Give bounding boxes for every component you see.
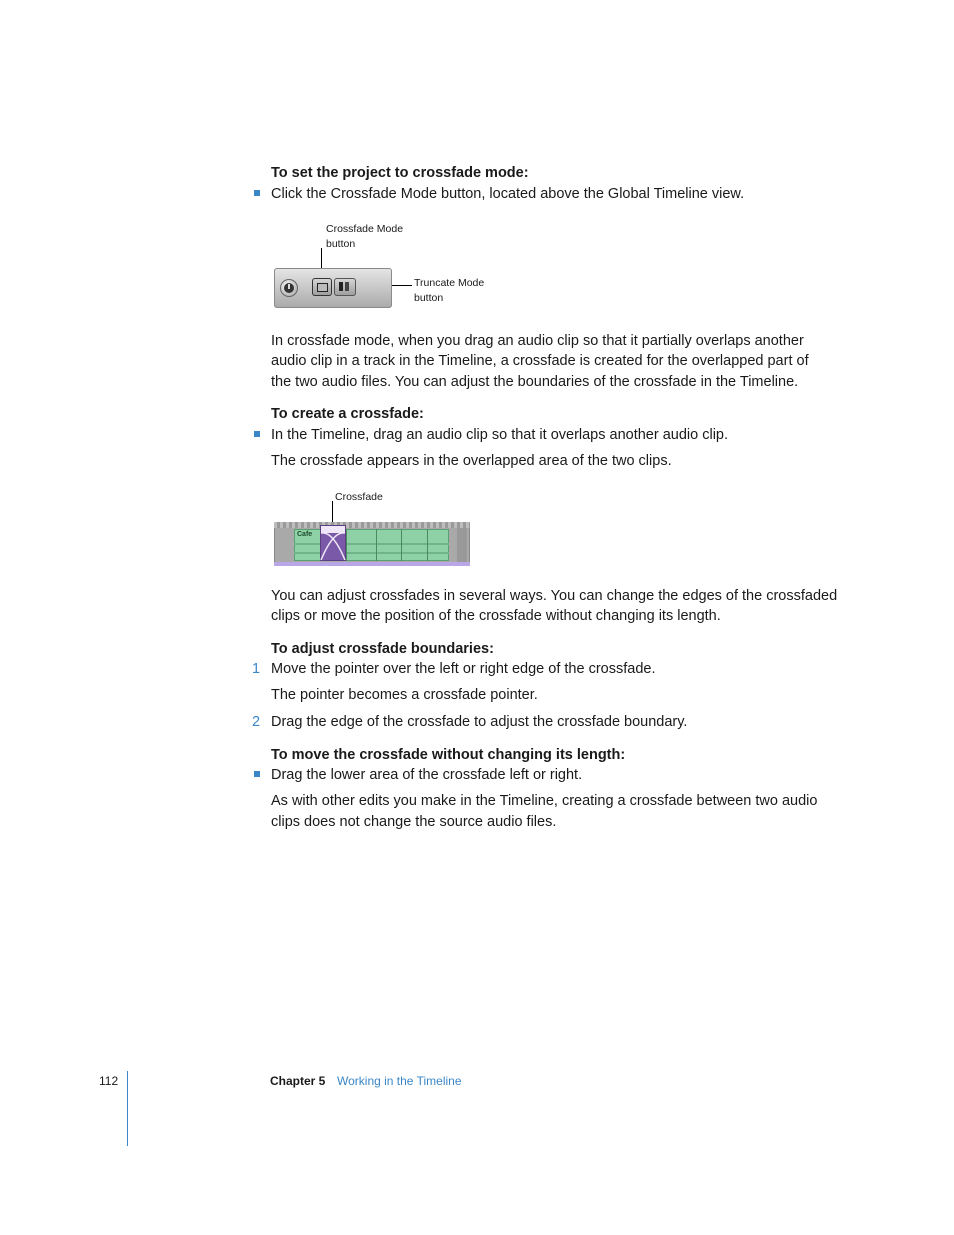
heading-crossfade-mode: To set the project to crossfade mode: (271, 165, 529, 181)
page-number: 112 (99, 1074, 119, 1088)
clock-icon[interactable] (280, 279, 298, 297)
truncate-mode-button[interactable] (334, 278, 356, 296)
figure-crossfade-timeline (272, 489, 472, 569)
timeline-track (274, 522, 470, 566)
chapter-label: Chapter 5 (270, 1074, 326, 1088)
toolbar-strip (274, 268, 392, 308)
paragraph-line: You can adjust crossfades in several ways. You can change the edges of the crossfaded (271, 588, 838, 604)
step-text: Move the pointer over the left or right edge of the crossfade. (271, 661, 656, 677)
audio-clip[interactable] (294, 529, 449, 561)
figure-crossfade-mode-button (272, 222, 502, 314)
step-number: 1 (252, 661, 261, 677)
paragraph-line: audio clip in a track in the Timeline, a crossfade is created for the overlapped part of (271, 353, 809, 369)
step-text: Drag the edge of the crossfade to adjust the crossfade boundary. (271, 714, 688, 730)
crossfade-icon (320, 525, 346, 561)
crossfade-mode-button[interactable] (312, 278, 332, 296)
note-text: As with other edits you make in the Timeline, creating a crossfade between two audio (271, 793, 818, 809)
paragraph-line: In crossfade mode, when you drag an audio clip so that it partially overlaps another (271, 333, 804, 349)
heading-adjust-boundaries: To adjust crossfade boundaries: (271, 641, 494, 657)
chapter-title-link[interactable]: Working in the Timeline (337, 1074, 462, 1088)
crossfade-mode-icon (317, 283, 328, 292)
callout-truncate-mode-line2: button (414, 292, 444, 304)
bullet-text: In the Timeline, drag an audio clip so that it overlaps another audio clip. (271, 427, 729, 443)
heading-move-crossfade: To move the crossfade without changing its length: (271, 747, 626, 763)
footer-rule (127, 1071, 128, 1146)
paragraph-line: the two audio files. You can adjust the boundaries of the crossfade in the Timeline. (271, 374, 799, 390)
bullet-text: Click the Crossfade Mode button, located above the Global Timeline view. (271, 186, 745, 202)
note-text: The pointer becomes a crossfade pointer. (271, 687, 538, 703)
note-text: The crossfade appears in the overlapped area of the two clips. (271, 453, 672, 469)
bullet-marker (254, 190, 260, 196)
callout-crossfade-mode-line1: Crossfade Mode (326, 223, 404, 235)
callout-crossfade-mode-line2: button (326, 238, 356, 250)
clip-label: Cafe (297, 531, 313, 538)
callout-crossfade: Crossfade (335, 491, 383, 503)
bullet-text: Drag the lower area of the crossfade left or right. (271, 767, 583, 783)
bullet-marker (254, 431, 260, 437)
callout-truncate-mode-line1: Truncate Mode (414, 277, 485, 289)
truncate-mode-icon (339, 282, 343, 291)
note-text: clips does not change the source audio files. (271, 814, 557, 830)
crossfade-region[interactable] (320, 525, 346, 561)
bullet-marker (254, 771, 260, 777)
step-number: 2 (252, 714, 261, 730)
paragraph-line: clips or move the position of the crossfade without changing its length. (271, 608, 721, 624)
heading-create-crossfade: To create a crossfade: (271, 406, 424, 422)
